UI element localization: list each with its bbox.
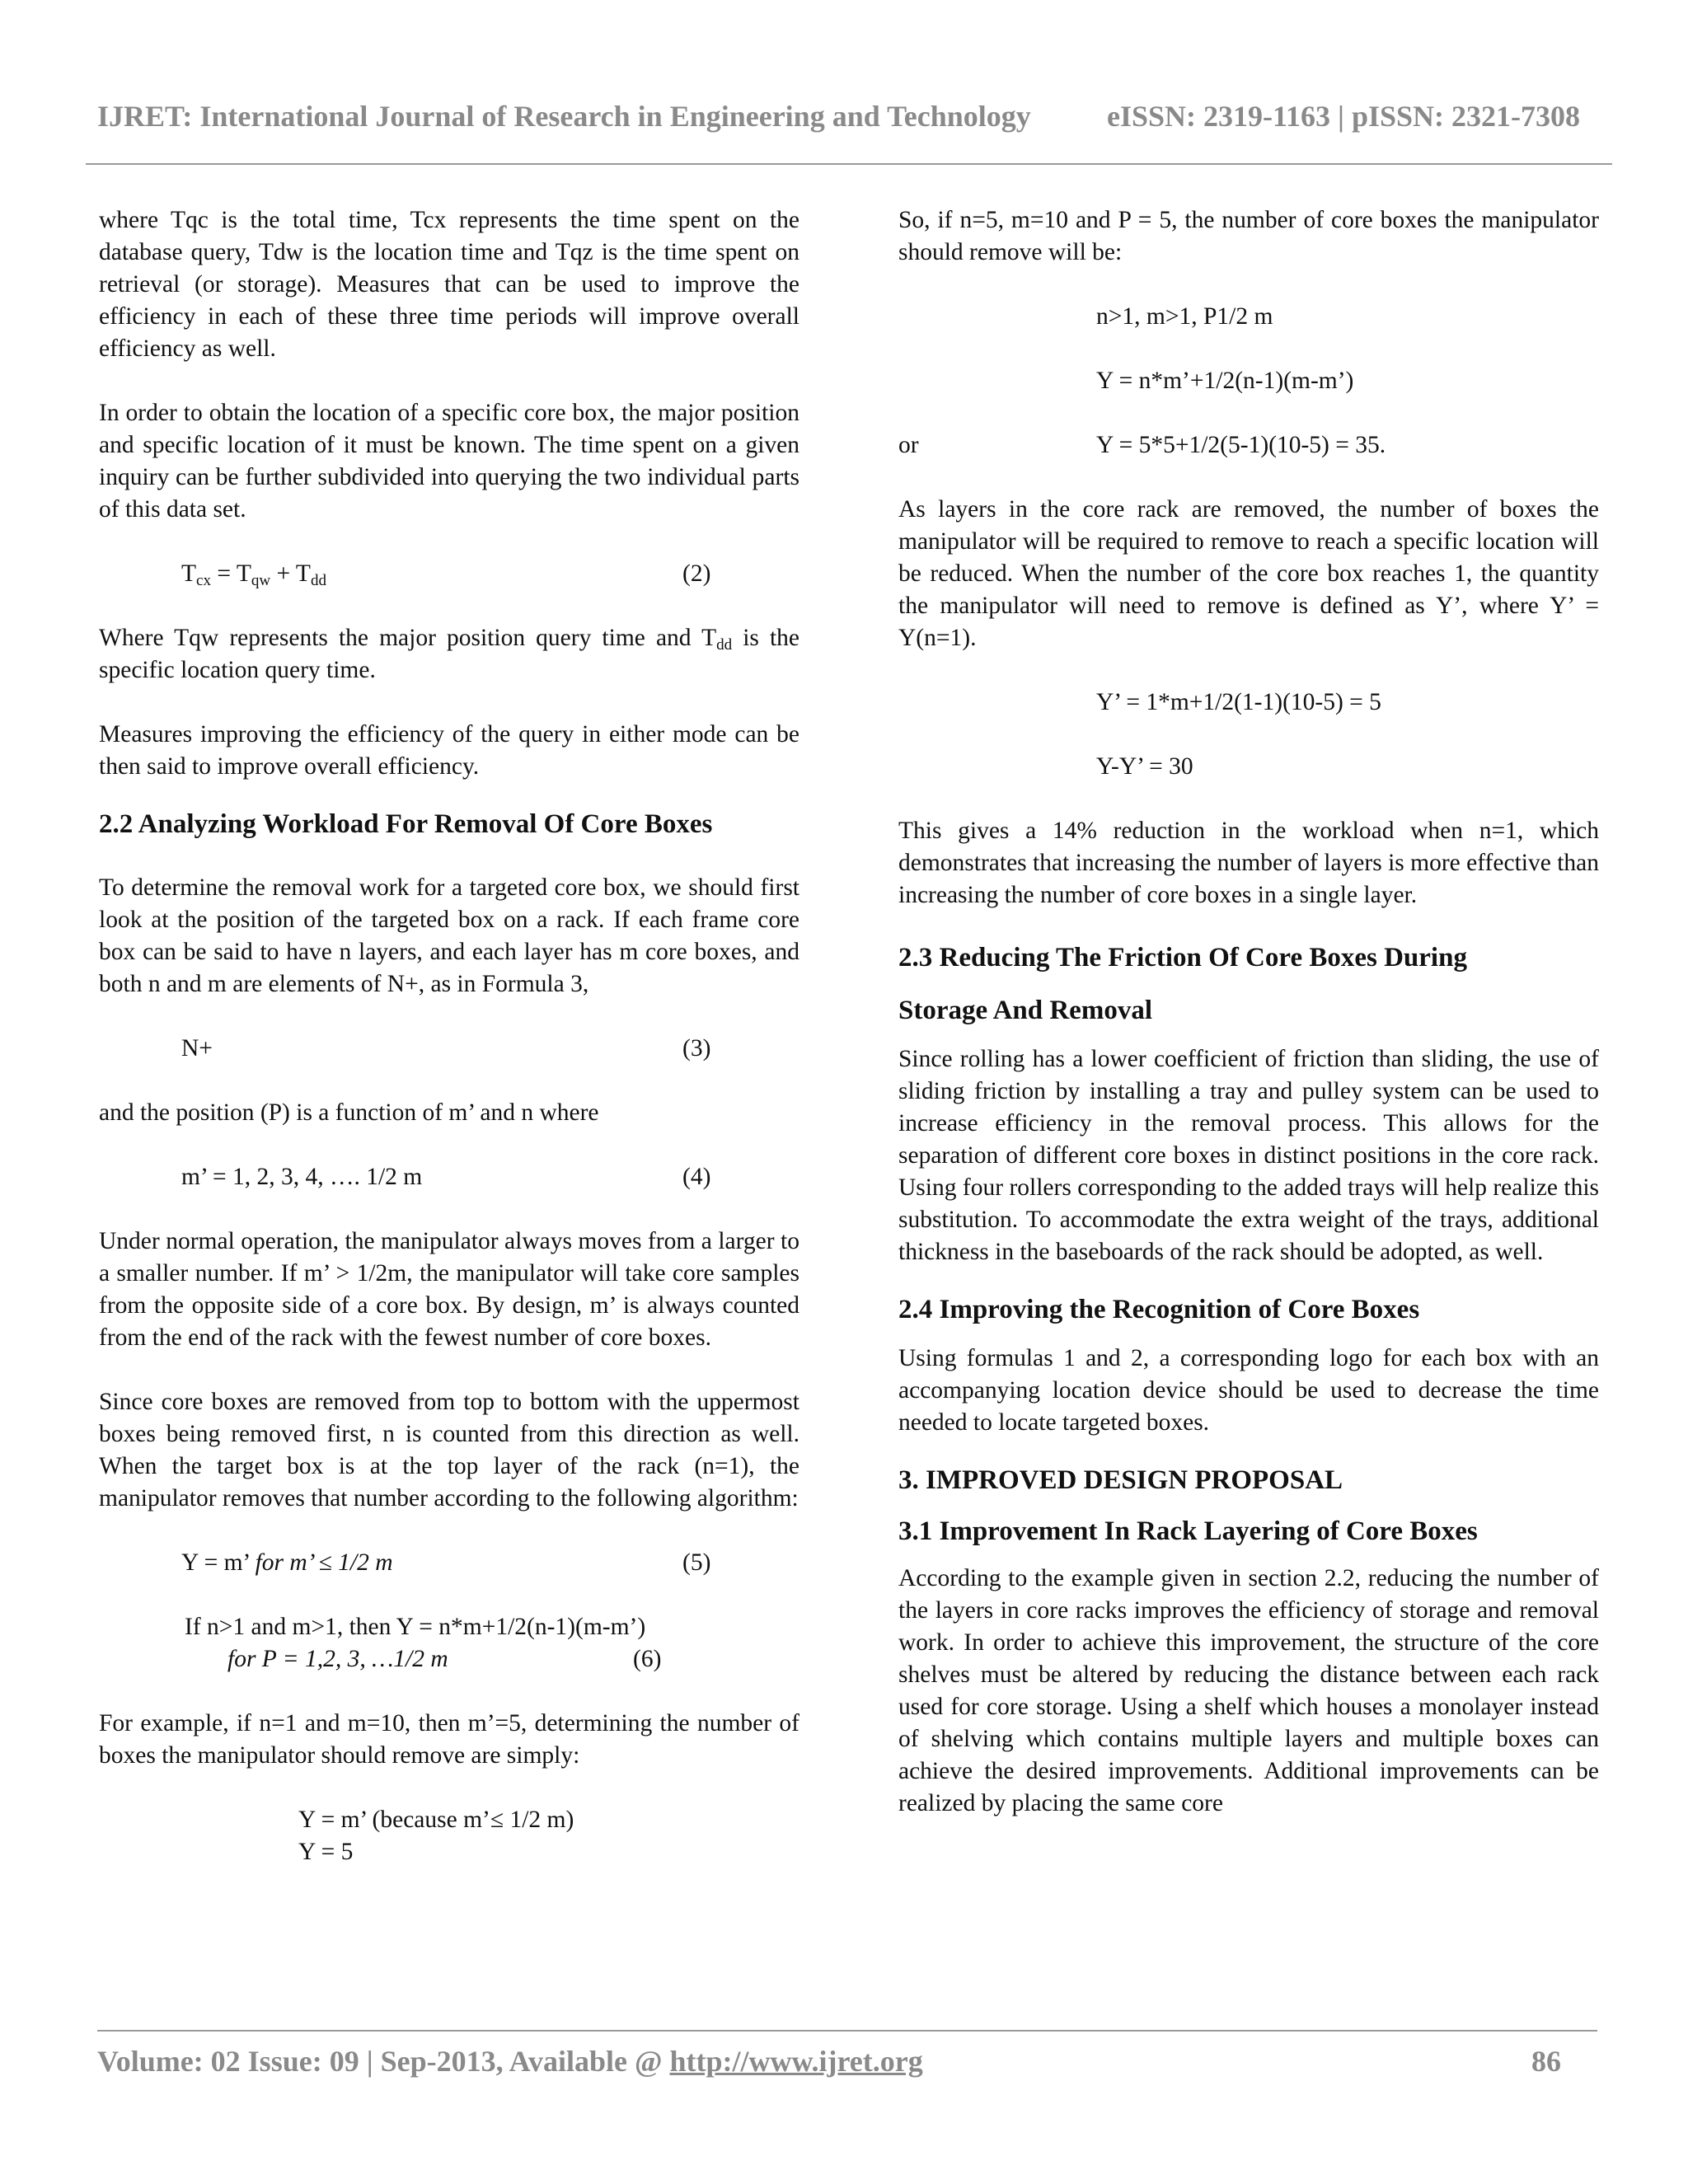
paragraph: Using formulas 1 and 2, a corresponding logo for each box with an accompanying location device should be used to decrease the time needed to locate targeted boxes.	[898, 1345, 1599, 1436]
page-number: 86	[1531, 2045, 1561, 2078]
equation-number: (2)	[682, 560, 711, 587]
paragraph: So, if n=5, m=10 and P = 5, the number of core boxes the manipulator should remove will be:	[898, 207, 1599, 265]
equation-6-line1: If n>1 and m>1, then Y = n*m+1/2(n-1)(m-m’)	[185, 1614, 646, 1640]
equation-number: (5)	[682, 1549, 711, 1576]
volume-info: Volume: 02 Issue: 09 | Sep-2013, Available @	[97, 2045, 670, 2078]
paragraph: According to the example given in section 2.2, reducing the number of the layers in core racks improves the efficiency of storage and removal work. In order to achieve this improvement, the structure of the core shelves must be altered by reducing the distance between each rack used for core storage. Using a shelf which houses a monolayer instead of shelving which contains multiple layers and multiple boxes can achieve the desired improvements. Additional improvements can be realized by placing the same core	[898, 1565, 1599, 1816]
paragraph: Where Tqw represents the major position query time and $T_{dd}$ is the specific location query time.	[99, 625, 799, 683]
condition-line: n>1, m>1, P1/2 m	[1096, 303, 1273, 330]
paragraph: Measures improving the efficiency of the query in either mode can be then said to improve overall efficiency.	[99, 721, 799, 780]
section-heading-3: 3. IMPROVED DESIGN PROPOSAL	[898, 1465, 1343, 1495]
running-footer	[97, 2044, 1561, 2085]
equation-3: N+ (3)	[99, 1033, 799, 1065]
equation-6-line2: for P = 1,2, 3, …1/2 m (6)	[99, 1643, 799, 1675]
equation-4: m’ = 1, 2, 3, 4, …. 1/2 m (4)	[99, 1161, 799, 1193]
left-column	[99, 204, 799, 1868]
paragraph: Since rolling has a lower coefficient of friction than sliding, the use of sliding friction by installing a tray and pulley system can be used to increase efficiency in the removal process. This allows for the separation of different core boxes in distinct positions in the core rack. Using four rollers corresponding to the added trays will help realize this substitution. To accommodate the extra weight of the trays, additional thickness in the baseboards of the rack should be adopted, as well.	[898, 1046, 1599, 1265]
formula-line: Y’ = 1*m+1/2(1-1)(10-5) = 5	[1096, 689, 1381, 715]
issn-info: eISSN: 2319-1163 | pISSN: 2321-7308	[1107, 100, 1580, 133]
running-header	[97, 99, 1597, 134]
footer-rule	[97, 2030, 1597, 2032]
formula-line: Y = n*m’+1/2(n-1)(m-m’)	[1096, 368, 1354, 394]
equation-number: (4)	[682, 1164, 711, 1190]
journal-link[interactable]: http://www.ijret.org	[669, 2045, 923, 2078]
paragraph: Since core boxes are removed from top to bottom with the uppermost boxes being removed first, n is counted from this direction as well. When the target box is at the top layer of the rack (n=1), the manipulator removes that number according to the following algorithm:	[99, 1389, 799, 1511]
formula-line: Y-Y’ = 30	[1096, 753, 1193, 780]
section-heading-2-3: 2.3 Reducing The Friction Of Core Boxes During	[898, 943, 1467, 972]
paragraph: This gives a 14% reduction in the workload when n=1, which demonstrates that increasing the number of layers is more effective than increasing the number of core boxes in a single layer.	[898, 818, 1599, 908]
equation-number: (3)	[682, 1035, 711, 1062]
journal-title: IJRET: International Journal of Research in Engineering and Technology	[97, 100, 1031, 133]
paragraph: To determine the removal work for a targeted core box, we should first look at the position of the targeted box on a rack. If each frame core box can be said to have n layers, and each layer has m core boxes, and both n and m are elements of N+, as in Formula 3,	[99, 874, 799, 997]
equation-number: (6)	[633, 1646, 662, 1672]
formula-line: or Y = 5*5+1/2(5-1)(10-5) = 35.	[898, 432, 1386, 458]
right-column	[898, 204, 1599, 1820]
example-line: Y = 5	[298, 1839, 354, 1865]
equation-5: Y = m’ for m’ ≤ 1/2 m (5)	[99, 1547, 799, 1579]
paragraph: For example, if n=1 and m=10, then m’=5, determining the number of boxes the manipulator should remove are simply:	[99, 1710, 799, 1769]
section-heading-2-2: 2.2 Analyzing Workload For Removal Of Core Boxes	[99, 809, 713, 839]
example-line: Y = m’ (because m’≤ 1/2 m)	[298, 1807, 574, 1833]
paragraph: In order to obtain the location of a specific core box, the major position and specific location of it must be known. The time spent on a given inquiry can be further subdivided into querying the two individual parts of this data set.	[99, 400, 799, 523]
equation-2: $T_{cx} = T_{qw} + T_{dd}$ (2)	[99, 558, 799, 590]
section-heading-2-4: 2.4 Improving the Recognition of Core Boxes	[898, 1295, 1420, 1324]
header-rule	[86, 163, 1612, 165]
paragraph: and the position (P) is a function of m’ and n where	[99, 1099, 599, 1126]
paragraph: where Tqc is the total time, Tcx represents the time spent on the database query, Tdw is the location time and Tqz is the time spent on retrieval (or storage). Measures that can be used to improve the efficiency in each of these three time periods will improve overall efficiency as well.	[99, 207, 799, 362]
paragraph: Under normal operation, the manipulator always moves from a larger to a smaller number. If m’ > 1/2m, the manipulator will take core samples from the opposite side of a core box. By design, m’ is always counted from the end of the rack with the fewest number of core boxes.	[99, 1228, 799, 1351]
section-heading-3-1: 3.1 Improvement In Rack Layering of Core Boxes	[898, 1516, 1478, 1546]
paragraph: As layers in the core rack are removed, the number of boxes the manipulator will be required to remove to reach a specific location will be reduced. When the number of the core box reaches 1, the quantity the manipulator will need to remove is defined as Y’, where Y’ = Y(n=1).	[898, 496, 1599, 651]
section-heading-2-3-cont: Storage And Removal	[898, 996, 1152, 1025]
